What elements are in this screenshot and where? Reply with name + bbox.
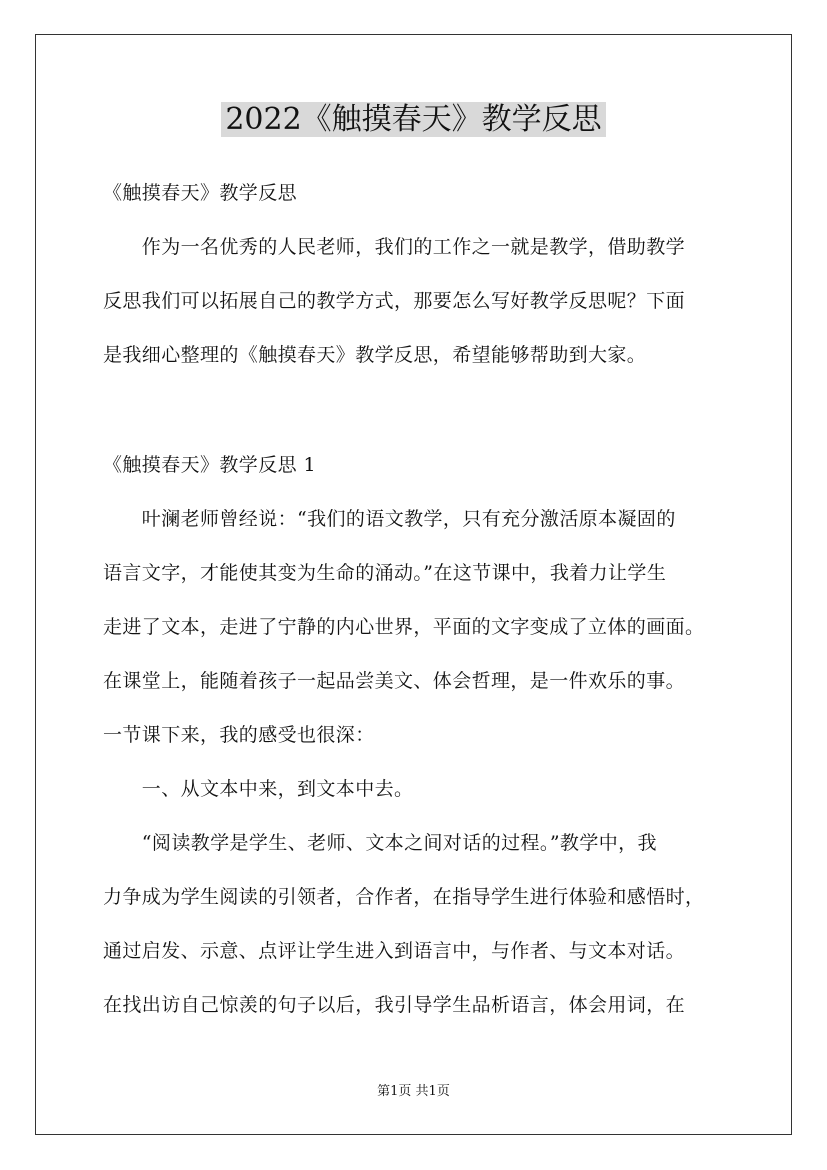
paragraph-line: 力争成为学生阅读的引领者，合作者，在指导学生进行体验和感悟时，: [103, 886, 705, 908]
paragraph-line: 走进了文本，走进了宁静的内心世界，平面的文字变成了立体的画面。: [103, 616, 705, 638]
document-title-text: 2022《触摸春天》教学反思: [221, 102, 605, 137]
paragraph-line: 作为一名优秀的人民老师，我们的工作之一就是教学，借助教学: [103, 236, 686, 258]
paragraph-line: 是我细心整理的《触摸春天》教学反思，希望能够帮助到大家。: [103, 344, 647, 366]
section-heading: 《触摸春天》教学反思 1: [103, 454, 316, 476]
page-footer: 第1页 共1页: [377, 1084, 450, 1099]
document-title: [0, 96, 827, 144]
subheading-line: 一、从文本中来，到文本中去。: [103, 778, 414, 800]
paragraph-line: “阅读教学是学生、老师、文本之间对话的过程。”教学中，我: [103, 832, 657, 854]
paragraph-line: 反思我们可以拓展自己的教学方式，那要怎么写好教学反思呢？下面: [103, 290, 686, 312]
paragraph-line: 在找出访自己惊羡的句子以后，我引导学生品析语言，体会用词，在: [103, 994, 686, 1016]
paragraph-line: 通过启发、示意、点评让学生进入到语言中，与作者、与文本对话。: [103, 940, 686, 962]
paragraph-line: 叶澜老师曾经说：“我们的语文教学，只有充分激活原本凝固的: [103, 508, 676, 530]
section-heading: 《触摸春天》教学反思: [103, 182, 298, 204]
paragraph-line: 一节课下来，我的感受也很深：: [103, 724, 375, 746]
paragraph-line: 在课堂上，能随着孩子一起品尝美文、体会哲理，是一件欢乐的事。: [103, 670, 686, 692]
paragraph-line: 语言文字，才能使其变为生命的涌动。”在这节课中，我着力让学生: [103, 562, 667, 584]
